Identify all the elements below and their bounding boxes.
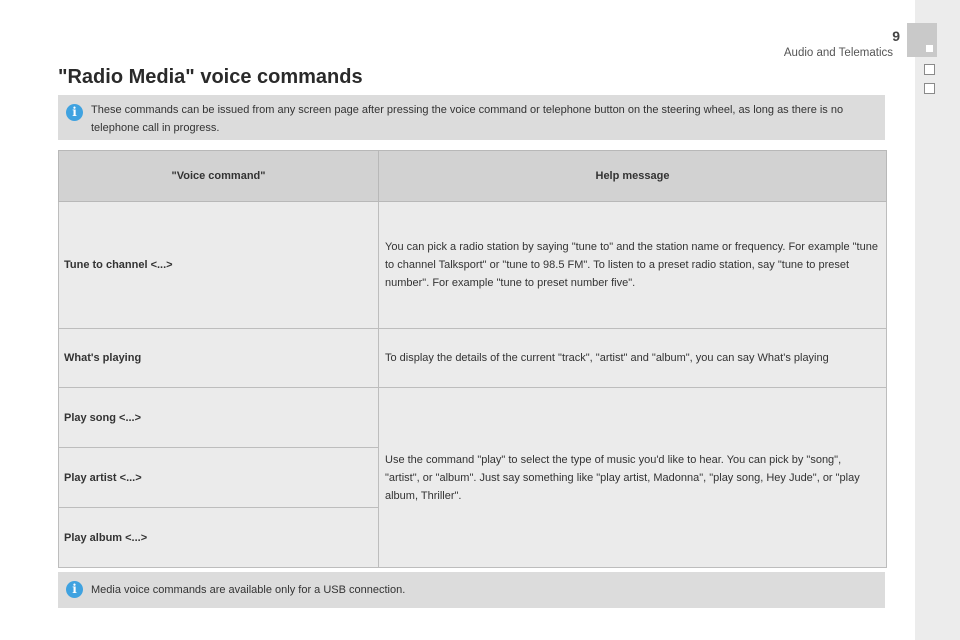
intro-note-text: These commands can be issued from any screen page after pressing the voice command or telephone button on the steering wheel, as long as there is no telephone call in progress. [91,104,844,134]
voice-commands-table [58,150,887,568]
voice-command-cell: Play artist <...> [59,448,379,508]
table-row [59,202,887,329]
running-header: Audio and Telematics [783,47,893,59]
table-row [59,388,887,448]
info-icon: i [66,581,83,598]
voice-command-cell: What's playing [59,329,379,388]
help-message-cell: You can pick a radio station by saying "tune to" and the station name or frequency. For example "tune to channel Talksport" or "tune to 98.5 FM". To listen to a preset radio station, say "tune to preset number". For example "tune to preset number five". [379,202,887,329]
table-header-row [59,151,887,202]
side-tab-strip [915,0,960,640]
intro-note [58,95,885,140]
footer-note-text: Media voice commands are available only for a USB connection. [91,584,406,596]
footer-note [58,572,885,608]
page-title: "Radio Media" voice commands [58,66,363,88]
page-number: 9 [892,28,900,44]
table-row [59,329,887,388]
section-tab-marker [926,45,933,52]
section-tab-box[interactable] [924,83,935,94]
info-icon: i [66,104,83,121]
voice-command-cell: Play song <...> [59,388,379,448]
help-message-cell: To display the details of the current "track", "artist" and "album", you can say What's playing [379,329,887,388]
section-tab-box[interactable] [924,64,935,75]
help-message-cell: Use the command "play" to select the type of music you'd like to hear. You can pick by "song", "artist", or "album". Just say something like "play artist, Madonna", "play song, Hey Jude", or "play album, Thriller". [379,388,887,568]
voice-command-cell: Play album <...> [59,508,379,568]
column-header-voice-command: "Voice command" [59,151,379,202]
column-header-help-message: Help message [379,151,887,202]
voice-command-cell: Tune to channel <...> [59,202,379,329]
